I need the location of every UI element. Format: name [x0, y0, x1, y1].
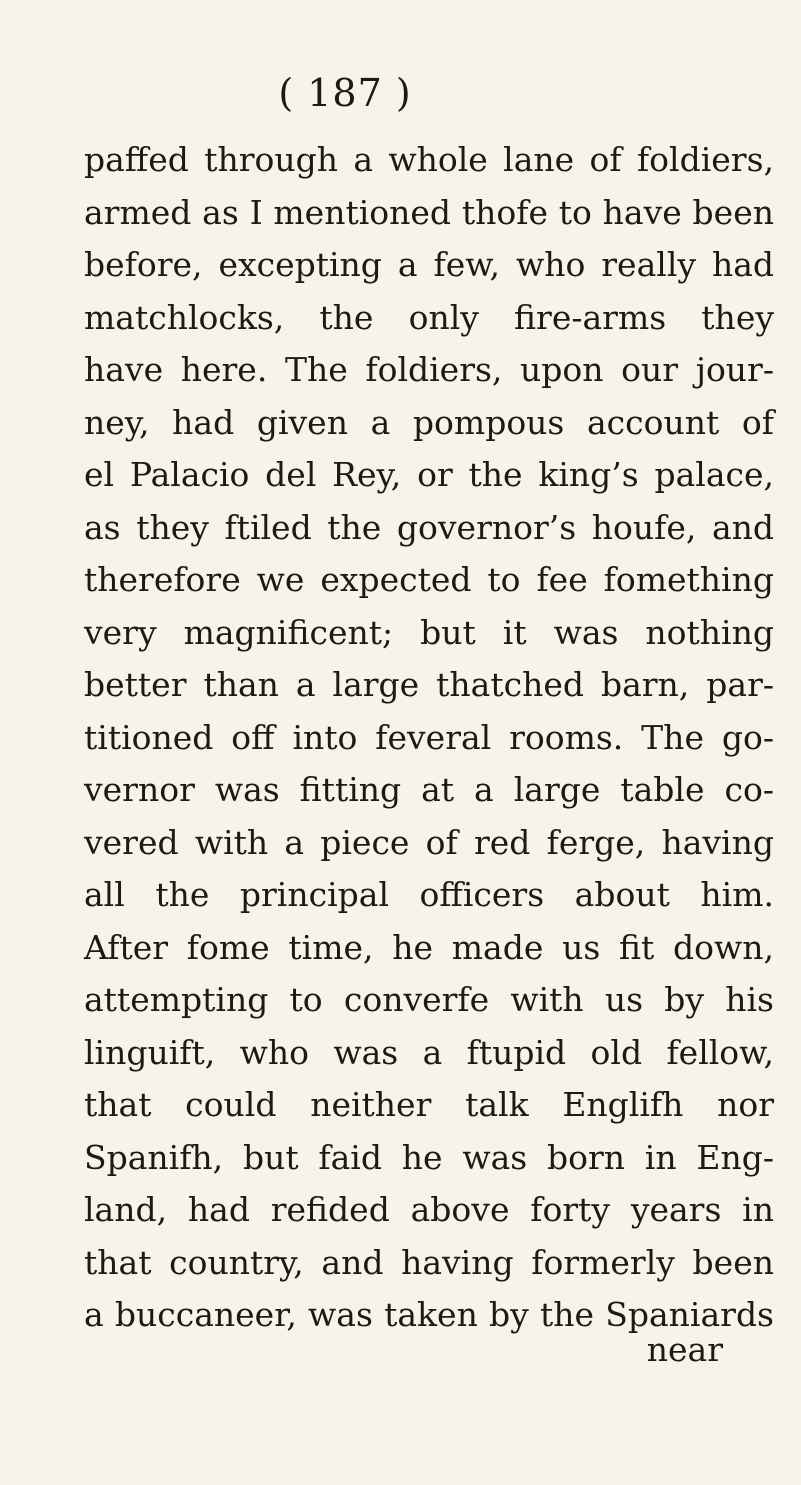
- text-line: matchlocks, the only fire-arms they: [84, 297, 774, 337]
- text-line: titioned off into feveral rooms. The go-: [84, 717, 774, 757]
- text-line: el Palacio del Rey, or the king’s palace,: [84, 455, 774, 494]
- text-line: land, had refided above forty years in: [84, 1190, 774, 1229]
- text-line: as they ftiled the governor’s houfe, and: [84, 507, 774, 547]
- text-line: ney, had given a pompous account of: [84, 402, 774, 442]
- text-line: vernor was fitting at a large table co-: [84, 770, 774, 809]
- text-line: vered with a piece of red ferge, having: [84, 822, 774, 862]
- text-line: therefore we expected to fee fomething: [84, 560, 774, 599]
- text-line: a buccaneer, was taken by the Spaniards: [84, 1295, 774, 1334]
- text-line: Spanifh, but faid he was born in Eng-: [84, 1137, 774, 1177]
- text-line: armed as I mentioned thofe to have been: [84, 192, 774, 232]
- text-line: After fome time, he made us fit down,: [84, 927, 774, 967]
- text-line: attempting to converfe with us by his: [84, 980, 774, 1019]
- text-line: linguift, who was a ftupid old fellow,: [84, 1032, 774, 1072]
- text-line: better than a large thatched barn, par-: [84, 665, 774, 704]
- text-line: paffed through a whole lane of foldiers,: [84, 140, 774, 179]
- text-line: that country, and having formerly been: [84, 1242, 774, 1282]
- catchword: near: [646, 1330, 723, 1369]
- page-number: ( 187 ): [278, 71, 412, 115]
- text-line: all the principal officers about him.: [84, 875, 774, 914]
- text-line: have here. The foldiers, upon our jour-: [84, 350, 774, 389]
- body-text: [84, 134, 774, 1342]
- text-line: before, excepting a few, who really had: [84, 245, 774, 284]
- text-line: very magnificent; but it was nothing: [84, 612, 774, 652]
- text-line: that could neither talk Englifh nor: [84, 1085, 774, 1124]
